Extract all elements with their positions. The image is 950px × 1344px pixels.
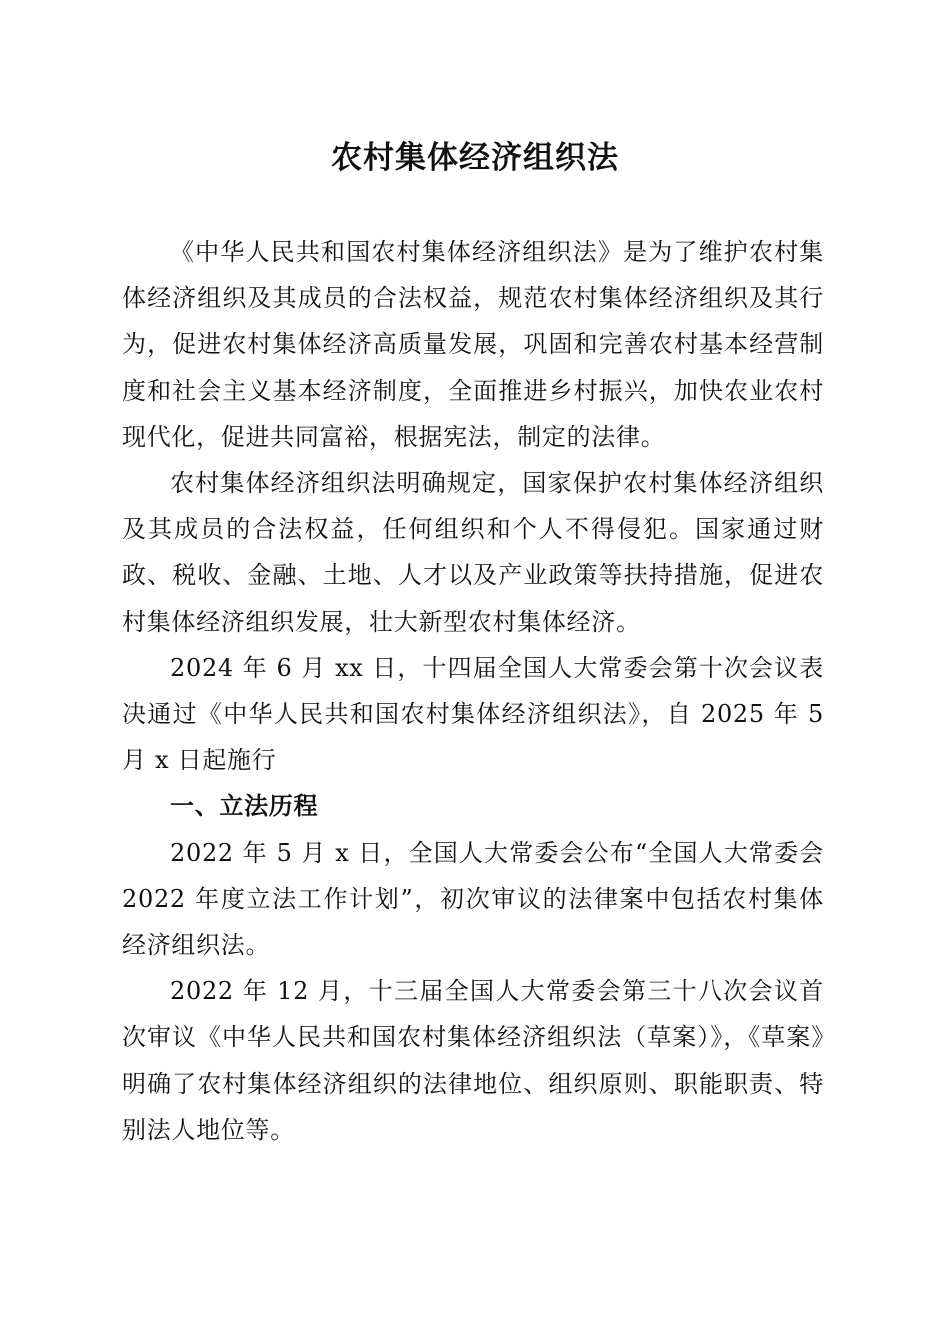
document-body [122,229,824,1153]
first-review-paragraph: 2022 年 12 月，十三届全国人大常委会第三十八次会议首次审议《中华人民共和国农村集体经济组织法（草案）》，《草案》明确了农村集体经济组织的法律地位、组织原则、职能职责、特别法人地位等。 [122,977,824,1144]
intro-paragraph: 《中华人民共和国农村集体经济组织法》是为了维护农村集体经济组织及其成员的合法权益，规范农村集体经济组织及其行为，促进农村集体经济高质量发展，巩固和完善农村基本经营制度和社会主义基本经济制度，全面推进乡村振兴，加快农业农村现代化，促进共同富裕，根据宪法，制定的法律。 [122,238,824,451]
legislative-plan-paragraph: 2022 年 5 月 x 日，全国人大常委会公布“全国人大常委会 2022 年度立法工作计划”，初次审议的法律案中包括农村集体经济组织法。 [122,838,824,960]
section-heading: 一、立法历程 [170,792,319,821]
adoption-paragraph: 2024 年 6 月 xx 日，十四届全国人大常委会第十次会议表决通过《中华人民共和国农村集体经济组织法》，自 2025 年 5 月 x 日起施行 [122,653,824,775]
document-title: 农村集体经济组织法 [331,140,619,176]
protection-paragraph: 农村集体经济组织法明确规定，国家保护农村集体经济组织及其成员的合法权益，任何组织和个人不得侵犯。国家通过财政、税收、金融、土地、人才以及产业政策等扶持措施，促进农村集体经济组织发展，壮大新型农村集体经济。 [122,469,824,636]
